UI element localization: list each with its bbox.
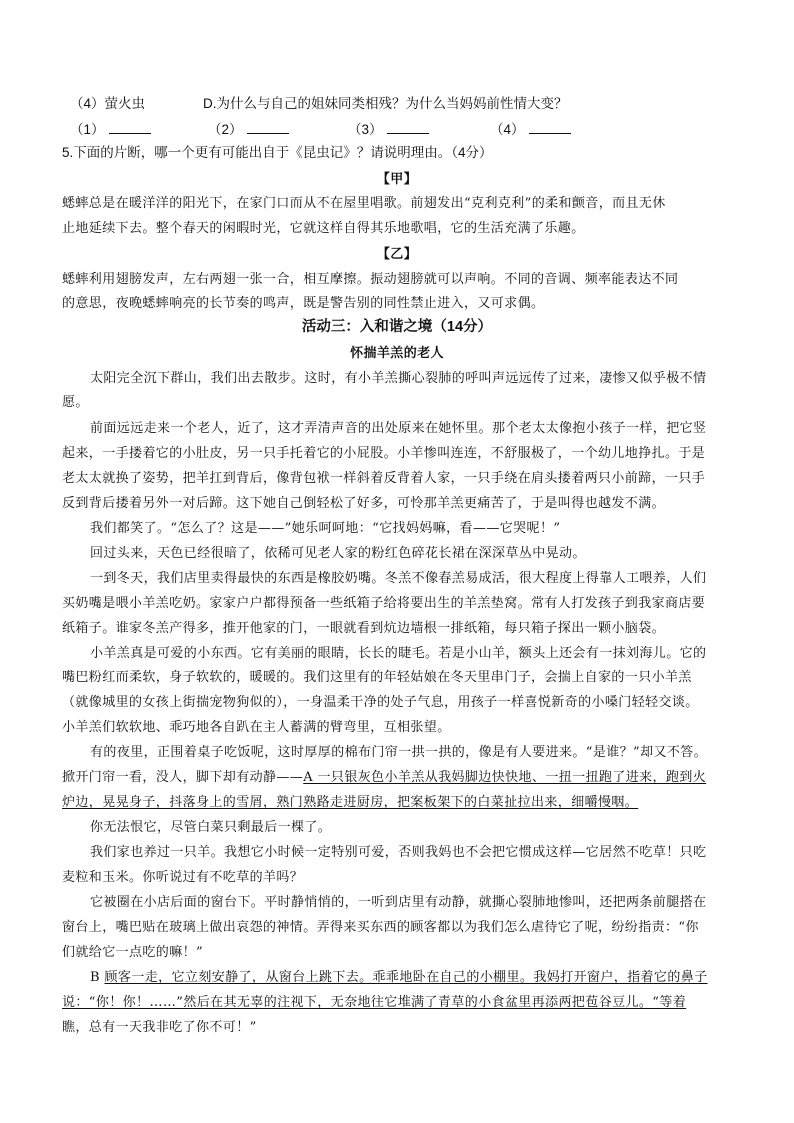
article-line: 小羊羔真是可爱的小东西。它有美丽的眼睛，长长的睫毛。若是小山羊，额头上还会有一抹刘海儿。它的 [90, 646, 707, 661]
answer-blank-2[interactable]: （2） [208, 118, 289, 138]
article-line: 我们都笑了。“怎么了？这是——”她乐呵呵地：“它找妈妈嘛，看——它哭呢！” [90, 521, 561, 536]
article-line-with-segment-b: B 顾客一走，它立刻安静了，从窗台上跳下去。乖乖地卧在自己的小棚里。我妈打开窗户，指着它的鼻子 [90, 970, 708, 985]
answer-blank-4[interactable]: （4） [490, 118, 571, 138]
article-line: 太阳完全沉下群山，我们出去散步。这时，有小羊羔撕心裂肺的呼叫声远远传了过来，凄惨又似乎极不情 [90, 371, 707, 386]
passage-jia-line: 蟋蟀总是在暖洋洋的阳光下，在家门口而从不在屋里唱歌。前翅发出“克利克利”的柔和颤音，而且无休 [62, 196, 666, 211]
article-line-with-segment-a: 掀开门帘一看，没人，脚下却有动静——A 一只银灰色小羊羔从我妈脚边快快地、一扭一扭跑了进来，跑到火 [62, 770, 707, 785]
article-line: 愿。 [62, 395, 89, 410]
passage-jia-label: 【甲】 [376, 172, 418, 187]
answer-blank-3[interactable]: （3） [348, 118, 429, 138]
passage-yi-label: 【乙】 [376, 247, 418, 262]
article-line: 老太太就换了姿势，把羊扛到背后，像背包袱一样斜着反背着人家，一只手绕在肩头搂着两只小前蹄，一只手 [62, 471, 706, 486]
q5-prompt: 5.下面的片断，哪一个更有可能出自于《昆虫记》？请说明理由。（4分） [62, 145, 493, 160]
underlined-segment-b: 顾客一走，它立刻安静了，从窗台上跳下去。乖乖地卧在自己的小棚里。我妈打开窗户，指着它的鼻子 [104, 970, 708, 985]
article-line: 纸箱子。谁家冬羔产得多，推开他家的门，一眼就看到炕边墙根一排纸箱，每只箱子探出一颗小脑袋。 [62, 621, 666, 636]
underlined-segment-a: A 一只银灰色小羊羔从我妈脚边快快地、一扭一扭跑了进来，跑到火 [303, 770, 707, 785]
passage-yi-line: 的意思，夜晚蟋蟀响亮的长节奏的鸣声，既是警告别的同性禁止进入，又可求偶。 [62, 296, 545, 311]
q4-item: （4）萤火虫 [70, 96, 146, 111]
article-line: 起来，一手搂着它的小肚皮，另一只手托着它的小屁股。小羊惨叫连连，不舒服极了，一个幼儿地挣扎。于是 [62, 446, 706, 461]
article-line: 一到冬天，我们店里卖得最快的东西是橡胶奶嘴。冬羔不像春羔易成活，很大程度上得靠人工喂养，人们 [90, 571, 707, 586]
article-line: 有的夜里，正围着桌子吃饭呢，这时厚厚的棉布门帘一拱一拱的，像是有人要进来。“是谁？”却又不答。 [90, 745, 708, 760]
article-line: 窗台上，嘴巴贴在玻璃上做出哀怨的神情。弄得来买东西的顾客都以为我们怎么虐待它了呢，纷纷指责：“你 [62, 920, 699, 935]
article-line: 你无法恨它，尽管白菜只剩最后一棵了。 [90, 820, 332, 835]
article-line: 反到背后搂着另外一对后蹄。这下她自己倒轻松了好多，可怜那羊羔更痛苦了，于是叫得也越发不满。 [62, 496, 666, 511]
passage-yi-line: 蟋蟀利用翅膀发声，左右两翅一张一合，相互摩擦。振动翅膀就可以声响。不同的音调、频率能表达不同 [62, 272, 679, 287]
article-line: 嘴巴粉红而柔软，身子软软的，暖暖的。我们这里有的年轻姑娘在冬天里串门子，会揣上自家的一只小羊羔 [62, 670, 692, 685]
article-title: 怀揣羊羔的老人 [350, 346, 444, 361]
article-line: 我们家也养过一只羊。我想它小时候一定特别可爱，否则我妈也不会把它惯成这样—它居然不吃草！只吃 [90, 845, 707, 860]
answer-blank-1[interactable]: （1） [70, 118, 151, 138]
underlined-segment-a-cont: 炉边，晃晃身子，抖落身上的雪屑，熟门熟路走进厨房，把案板架下的白菜扯拉出来，细嚼慢咽。 [62, 795, 639, 810]
q4-option-d: D.为什么与自己的姐妹同类相残？为什么当妈妈前性情大变？ [203, 96, 568, 111]
article-line: 麦粒和玉米。你听说过有不吃草的羊吗？ [62, 870, 304, 885]
underlined-segment-b-cont: 说：“你！你！……”然后在其无辜的注视下，无奈地往它堆满了青草的小食盆里再添两把苞谷豆儿。“等着 [62, 995, 687, 1010]
article-line: 买奶嘴是喂小羊羔吃奶。家家户户都得预备一些纸箱子给将要出生的羊羔垫窝。常有人打发孩子到我家商店要 [62, 596, 706, 611]
activity-title: 活动三：入和谐之境（14分） [301, 319, 493, 335]
article-line: 瞧，总有一天我非吃了你不可！” [62, 1020, 257, 1035]
article-line: 前面远远走来一个老人，近了，这才弄清声音的出处原来在她怀里。那个老太太像抱小孩子一样，把它竖 [90, 421, 707, 436]
article-line: （就像城里的女孩上街揣宠物狗似的），一身温柔干净的处子气息，用孩子一样喜悦新奇的小嗓门轻轻交谈。 [62, 695, 699, 710]
article-line-with-segment-b [62, 991, 686, 1010]
article-line: 们就给它一点吃的嘛！” [62, 945, 204, 960]
article-line: 回过头来，天色已经很暗了，依稀可见老人家的粉红色碎花长裙在深深草丛中晃动。 [90, 546, 586, 561]
passage-jia-line: 止地延续下去。整个春天的闲暇时光，它就这样自得其乐地歌唱，它的生活充满了乐趣。 [62, 221, 585, 236]
article-line: 它被圈在小店后面的窗台下。平时静悄悄的，一听到店里有动静，就撕心裂肺地惨叫，还把两条前腿搭在 [90, 895, 707, 910]
article-line: 小羊羔们软软地、乖巧地各自趴在主人蓄满的臂弯里，互相张望。 [62, 720, 451, 735]
